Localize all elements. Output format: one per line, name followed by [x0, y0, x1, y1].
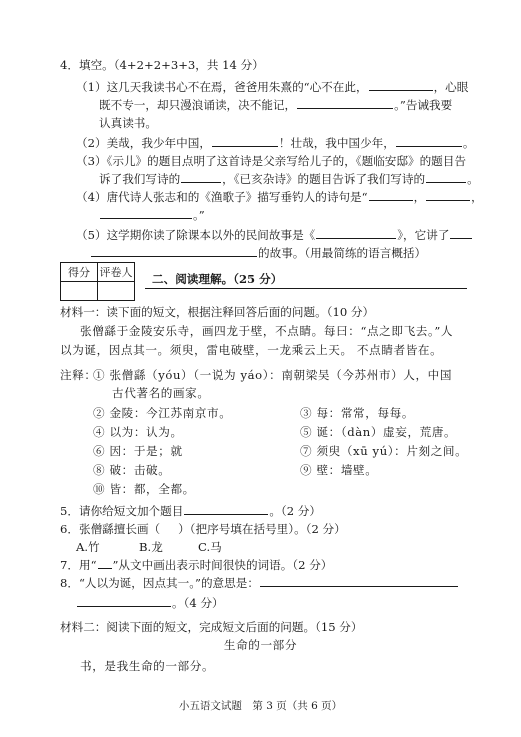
m1-passage-line-2: 以为诞，因点其一。须臾，雷电破壁，一龙乘云上天。 不点睛者皆在。 [60, 343, 443, 357]
grade-score-label: 得分 [61, 263, 98, 282]
q8-blank-2[interactable] [77, 595, 171, 607]
note-7: ⑦ 须臾（xū yú）：片刻之间。 [300, 444, 468, 458]
q6-option-c: C.马 [198, 540, 222, 554]
m1-heading: 材料一：读下面的短文，根据注释回答后面的问题。（10 分） [60, 305, 375, 319]
note-3: ③ 每：常常，每每。 [300, 406, 415, 420]
q4-item-4 [76, 189, 483, 205]
q4-1-blank-1[interactable] [369, 79, 433, 91]
q4-2-blank-1[interactable] [212, 135, 278, 147]
m2-passage-line-1: 书，是我生命的一部分。 [80, 659, 215, 673]
note-5: ⑤ 诞：（dàn）虚妄，荒唐。 [300, 425, 457, 439]
q4-3-text-d: 。 [467, 172, 479, 186]
note-4: ④ 以为：认为。 [93, 425, 183, 439]
q4-3-text-a: （3）《示儿》的题目点明了这首诗是父亲写给儿子的，《题临安邸》的题目告 [76, 154, 466, 168]
note-9: ⑨ 壁：墙壁。 [300, 463, 378, 477]
q4-1-text-d: 。”告诫我要 [394, 98, 453, 112]
q5-text-b: 。（2 分） [269, 504, 321, 518]
q4-4-text-c: ， [471, 190, 483, 204]
q4-5-text-b: 》，它讲了 [397, 228, 450, 242]
q4-item-5-cont [90, 245, 426, 261]
q4-5-blank-2[interactable] [450, 227, 472, 239]
page-footer: 小五语文试题 第 3 页（共 6 页） [178, 700, 343, 712]
q4-5-blank-3[interactable] [91, 245, 257, 257]
q4-2-text-c: 。 [462, 136, 475, 150]
q6-text-b: ）（把序号填在括号里）。（2 分） [178, 522, 346, 536]
q6-option-b: B.龙 [139, 540, 163, 554]
q4-1-text-c: 既不专一，却只漫浪诵读，决不能记， [99, 98, 297, 112]
q5-text-a: 5．请你给短文加个题目 [60, 504, 184, 518]
section-divider [145, 288, 467, 289]
m2-title: 生命的一部分 [223, 638, 298, 652]
q4-3-blank-2[interactable] [426, 171, 466, 183]
q6-option-a: A.竹 [76, 540, 100, 554]
q4-4-blank-3[interactable] [100, 207, 192, 219]
q4-item-1 [76, 79, 468, 95]
grade-grader-cell[interactable] [98, 282, 135, 301]
q4-5-blank-1[interactable] [316, 227, 396, 239]
q7 [60, 557, 332, 573]
q4-4-text-a: （4）唐代诗人张志和的《渔歌子》描写垂钓人的诗句是“ [76, 190, 368, 204]
notes-label: 注释： [60, 368, 97, 382]
q7-text-b: ”从文中画出表示时间很快的词语。（2 分） [112, 558, 333, 572]
q4-2-blank-2[interactable] [396, 135, 462, 147]
q4-item-2 [76, 135, 474, 151]
q4-5-text-c: 的故事。（用最简练的语言概括） [258, 246, 427, 260]
q4-4-blank-2[interactable] [426, 189, 470, 201]
q4-1-blank-2[interactable] [297, 97, 393, 109]
q5 [60, 503, 321, 519]
q4-4-text-d: 。” [193, 208, 205, 222]
q4-2-text-b: ！壮哉，我中国少年， [278, 136, 395, 150]
q8-text-a: 8．“人以为诞，因点其一。”的意思是： [60, 576, 259, 590]
q7-text-a: 7．用“ [60, 558, 97, 572]
q4-4-text-b: ， [413, 190, 426, 204]
q6 [60, 521, 346, 537]
grade-table [60, 262, 135, 301]
note-10: ⑩ 皆：都，全都。 [93, 482, 195, 496]
q7-underline-mark [98, 557, 112, 569]
note-1-cont: 古代著名的画家。 [112, 386, 210, 400]
m1-passage-line-1: 张僧繇于金陵安乐寺，画四龙于壁，不点睛。每曰：“点之即飞去。”人 [80, 324, 454, 338]
q4-item-5 [76, 227, 473, 243]
q4-3-text-c: ，《已亥杂诗》的题目告诉了我们写诗的 [222, 172, 426, 186]
q4-1-text-b: ，心眼 [433, 80, 469, 94]
note-2: ② 金陵：今江苏南京市。 [93, 406, 232, 420]
q4-2-text-a: （2）美哉，我少年中国， [76, 136, 211, 150]
note-6: ⑥ 因：于是；就 [93, 444, 183, 458]
note-8: ⑧ 破：击破。 [93, 463, 171, 477]
m2-heading: 材料二：阅读下面的短文，完成短文后面的问题。（15 分） [60, 620, 363, 634]
q5-blank[interactable] [184, 503, 268, 515]
grade-grader-label: 评卷人 [98, 263, 135, 282]
q4-item-1-cont [99, 97, 452, 113]
q4-heading: 4．填空。（4+2+2+3+3，共 14 分） [60, 58, 264, 72]
note-1: ① 张僧繇（yóu）（一说为 yáo）：南朝梁吴（今苏州市）人，中国 [93, 368, 453, 382]
q4-item-4-cont [99, 207, 205, 223]
q8-blank-1[interactable] [260, 575, 458, 587]
q8-text-b: 。（4 分） [172, 596, 224, 610]
q4-item-3-cont [99, 171, 479, 187]
q8 [60, 575, 459, 591]
q4-4-blank-1[interactable] [369, 189, 413, 201]
q8-cont [76, 595, 224, 611]
grade-score-cell[interactable] [61, 282, 98, 301]
section-2-title: 二、阅读理解。（25 分） [152, 272, 283, 286]
q4-1-text-e: 认真读书。 [99, 116, 157, 130]
q4-5-text-a: （5）这学期你读了除课本以外的民间故事是《 [76, 228, 316, 242]
q4-3-text-b: 诉了我们写诗的 [99, 172, 181, 186]
q4-1-text-a: （1）这几天我读书心不在焉，爸爸用朱熹的“心不在此， [76, 80, 368, 94]
q4-3-blank-1[interactable] [181, 171, 221, 183]
q6-text-a: 6．张僧繇擅长画（ [60, 522, 161, 536]
